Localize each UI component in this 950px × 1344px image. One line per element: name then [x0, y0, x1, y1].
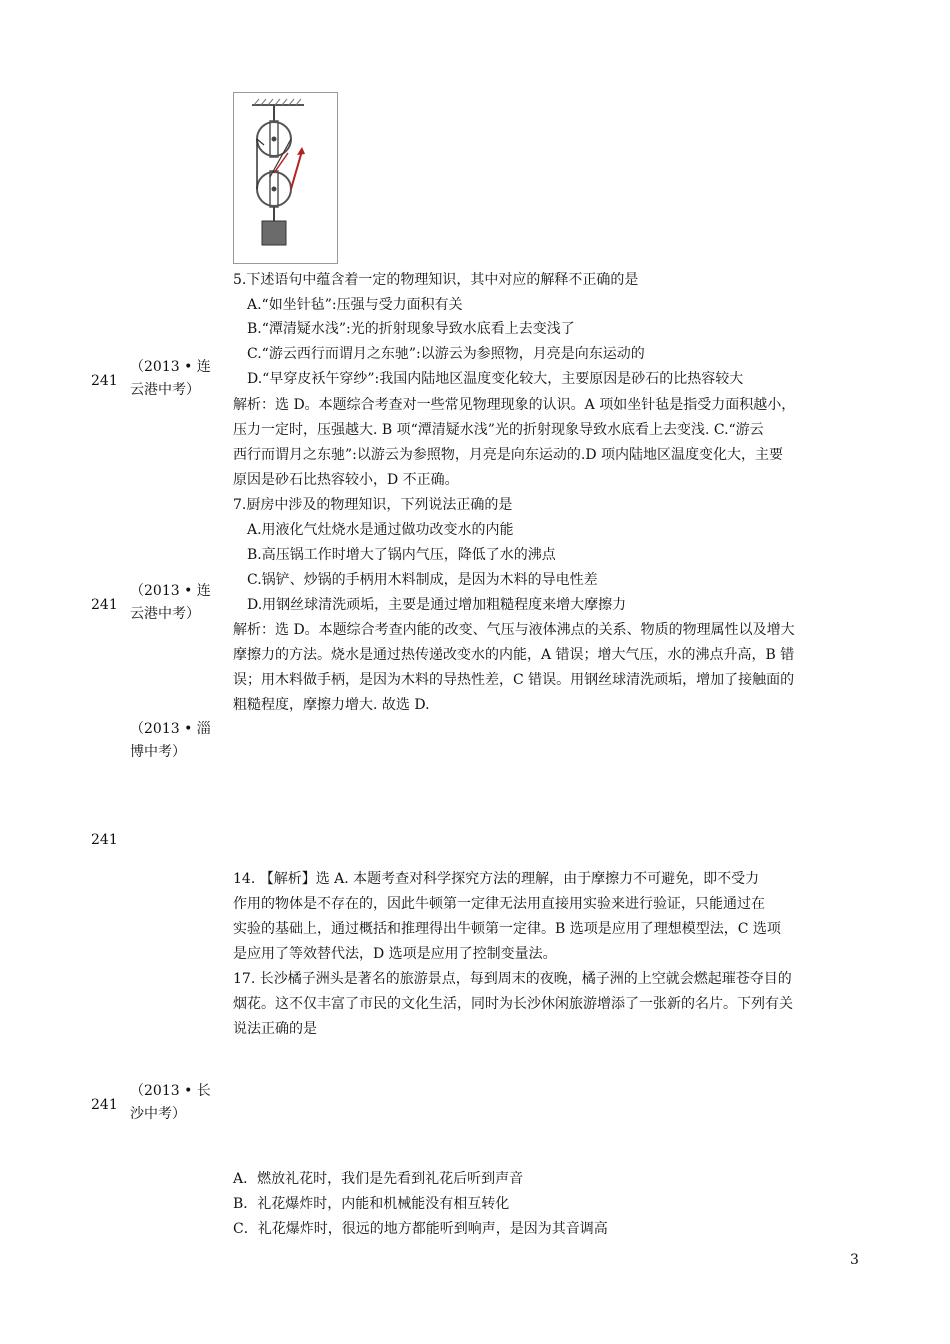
option-a: A.用液化气灶烧水是通过做功改变水的内能 [247, 522, 514, 538]
answer-line: 实验的基础上，通过概括和推理得出牛顿第一定律。B 选项是应用了理想模型法，C 选项 [233, 921, 781, 937]
option-b: B．礼花爆炸时，内能和机械能没有相互转化 [233, 1196, 510, 1212]
question-text: 说法正确的是 [233, 1021, 317, 1037]
analysis-line: 原因是砂石比热容较小，D 不正确。 [233, 472, 459, 488]
analysis-line: 解析：选 D。本题综合考查内能的改变、气压与液体沸点的关系、物质的物理属性以及增大 [233, 622, 795, 638]
analysis-line: 解析：选 D。本题综合考查对一些常见物理现象的认识。A 项如坐针毡是指受力面积越小， [233, 397, 796, 413]
item-number: 241 [91, 597, 118, 613]
source-line: 沙中考） [130, 1106, 186, 1122]
pulley-figure [233, 92, 338, 264]
option-b: B.“潭清疑水浅”:光的折射现象导致水底看上去变浅了 [247, 321, 575, 337]
item-number: 241 [91, 373, 118, 389]
answer-line: 是应用了等效替代法，D 选项是应用了控制变量法。 [233, 946, 557, 962]
option-c: C.锅铲、炒锅的手柄用木料制成，是因为木料的导电性差 [247, 572, 598, 588]
source-label [130, 718, 225, 764]
pulley-system-icon [234, 93, 337, 263]
question-text: 烟花。这不仅丰富了市民的文化生活，同时为长沙休闲旅游增添了一张新的名片。下列有关 [233, 996, 793, 1012]
analysis-line: 摩擦力的方法。烧水是通过热传递改变水的内能，A 错误；增大气压，水的沸点升高，B 错 [233, 647, 795, 663]
source-line: （2013 • 长 [130, 1083, 211, 1099]
source-label [130, 356, 225, 402]
option-a: A.“如坐针毡”:压强与受力面积有关 [247, 297, 463, 313]
source-label [130, 1080, 225, 1126]
source-line: （2013 • 连 [130, 359, 211, 375]
source-line: （2013 • 连 [130, 583, 211, 599]
question-text: 17. 长沙橘子洲头是著名的旅游景点，每到周末的夜晚，橘子洲的上空就会燃起璀苍夺目的 [233, 971, 792, 987]
option-d: D.用钢丝球清洗顽垢，主要是通过增加粗糙程度来增大摩擦力 [247, 597, 627, 613]
answer-line: 14. 【解析】选 A. 本题考查对科学探究方法的理解，由于摩擦力不可避免，即不受力 [233, 871, 760, 887]
option-d: D.“早穿皮袄午穿纱”:我国内陆地区温度变化较大，主要原因是砂石的比热容较大 [247, 371, 744, 387]
option-a: A．燃放礼花时，我们是先看到礼花后听到声音 [233, 1171, 524, 1187]
question-text: 5.下述语句中蕴含着一定的物理知识，其中对应的解释不正确的是 [233, 272, 639, 288]
option-b: B.高压锅工作时增大了锅内气压，降低了水的沸点 [247, 547, 556, 563]
page-number: 3 [850, 1252, 859, 1268]
item-number: 241 [91, 1097, 118, 1113]
source-line: （2013 • 淄 [130, 721, 211, 737]
source-line: 博中考） [130, 744, 186, 760]
analysis-line: 压力一定时，压强越大. B 项“潭清疑水浅”光的折射现象导致水底看上去变浅. C.“游云 [233, 422, 764, 438]
question-text: 7.厨房中涉及的物理知识，下列说法正确的是 [233, 497, 513, 513]
item-number: 241 [91, 832, 118, 848]
option-c: C．礼花爆炸时，很远的地方都能听到响声，是因为其音调高 [233, 1221, 608, 1237]
source-line: 云港中考） [130, 382, 200, 398]
source-label [130, 580, 225, 626]
analysis-line: 粗糙程度，摩擦力增大. 故选 D. [233, 697, 430, 713]
analysis-line: 西行而谓月之东驰”:以游云为参照物，月亮是向东运动的.D 项内陆地区温度变化大，主要 [233, 447, 783, 463]
analysis-line: 误；用木料做手柄，是因为木料的导热性差，C 错误。用钢丝球清洗顽垢，增加了接触面的 [233, 672, 795, 688]
option-c: C.“游云西行而谓月之东驰”:以游云为参照物，月亮是向东运动的 [247, 346, 645, 362]
source-line: 云港中考） [130, 606, 200, 622]
answer-line: 作用的物体是不存在的，因此牛顿第一定律无法用直接用实验来进行验证，只能通过在 [233, 896, 765, 912]
